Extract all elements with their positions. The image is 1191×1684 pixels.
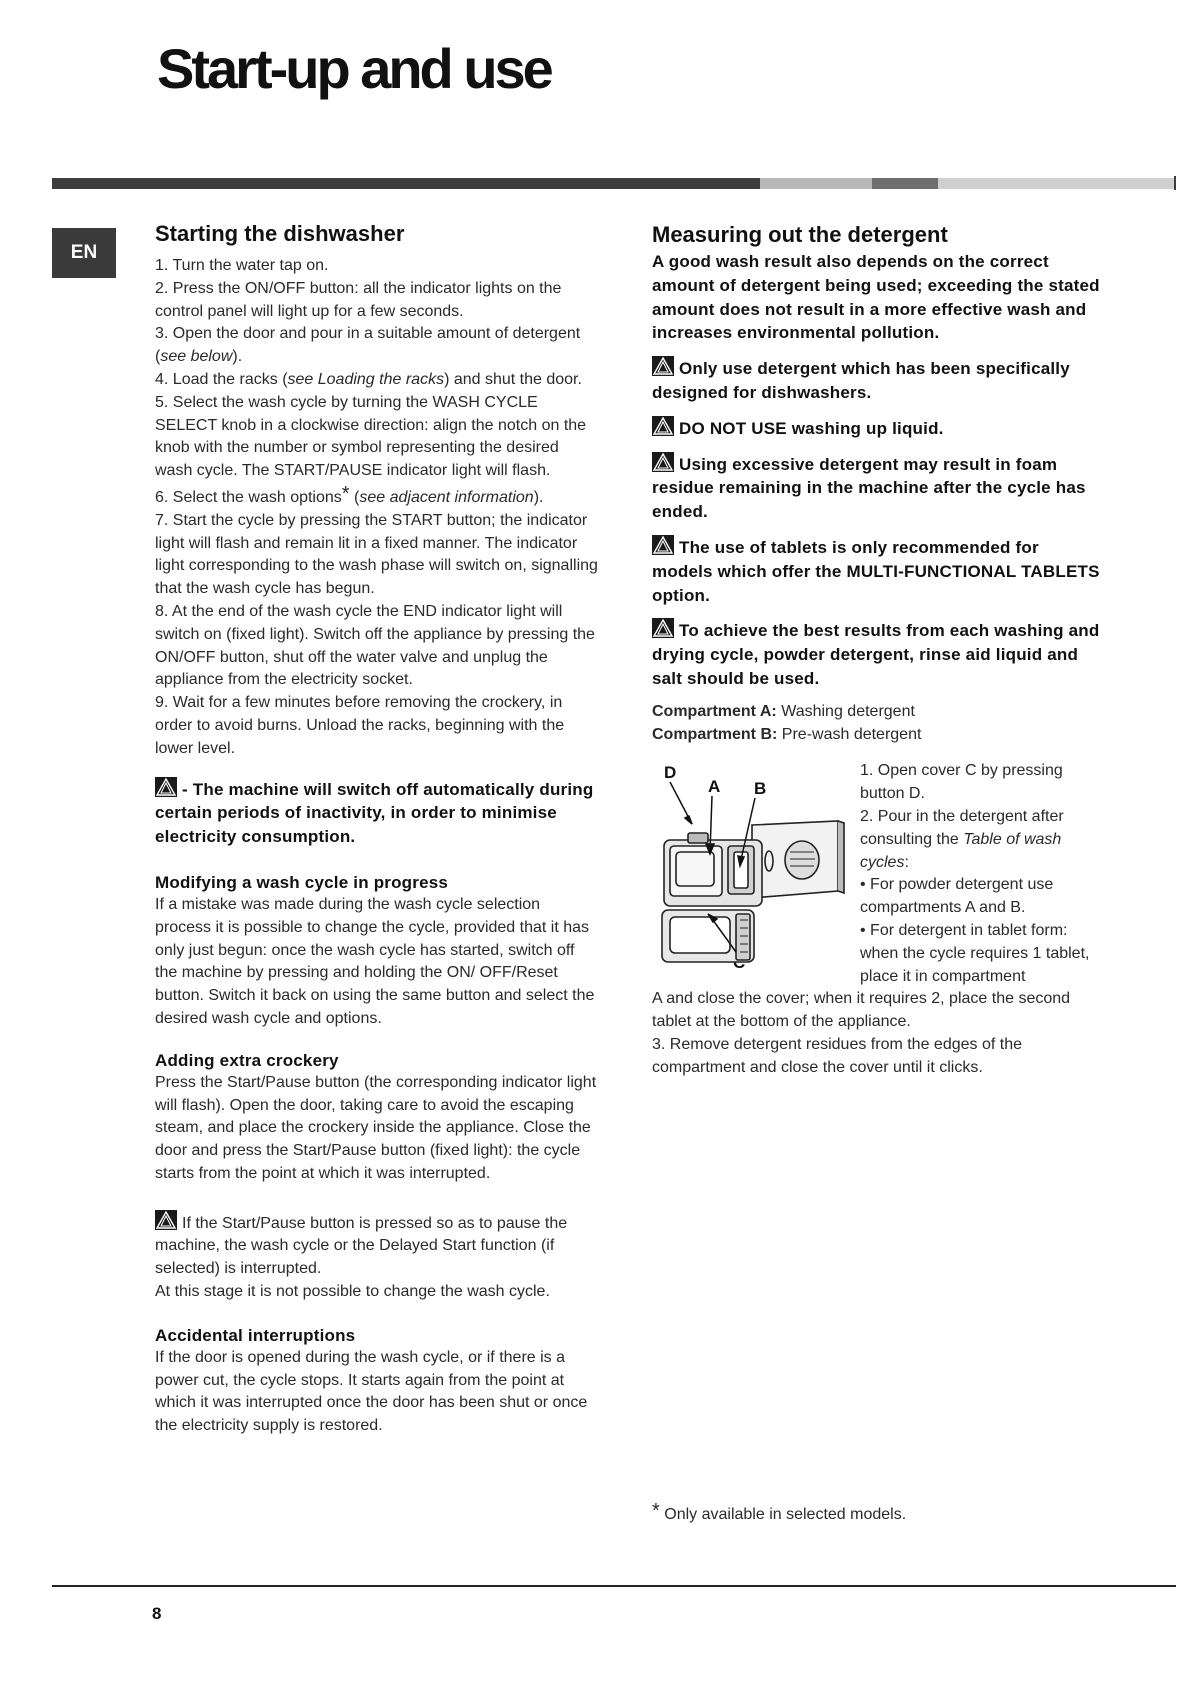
section-heading-starting: Starting the dishwasher xyxy=(155,221,405,246)
dispenser-instructions xyxy=(860,760,1096,988)
step-1: 1. Turn the water tap on. xyxy=(155,257,329,274)
section-heading-detergent: Measuring out the detergent xyxy=(652,222,948,247)
instruction-1: 1. Open cover C by pressing button D. xyxy=(860,762,1063,803)
subheading-extra-crockery: Adding extra crockery xyxy=(155,1050,339,1070)
warning-icon xyxy=(652,535,674,555)
dispenser-section xyxy=(652,760,1102,988)
accidental-body: If the door is opened during the wash cycle, or if there is a power cut, the cycle stops. It starts again from the point at which it was interrupted once the door has been shut or once the electricity supply is restored. xyxy=(155,1348,588,1435)
auto-off-warning: - The machine will switch off automatically during certain periods of inactivity, in order to minimise electricity consumption. xyxy=(155,777,600,849)
step-8: 8. At the end of the wash cycle the END indicator light will switch on (fixed light). Switch off the appliance by pressing the ON/OFF button, shut off the water valve and unplug the appliance from the electricity socket. xyxy=(155,602,595,689)
label-d: D xyxy=(664,763,677,783)
warning-icon xyxy=(652,356,674,376)
warning-icon xyxy=(652,618,674,638)
bullet-tablet: • For detergent in tablet form: when the cycle requires 1 tablet, place it in compartment xyxy=(860,921,1090,985)
step-6: 6. Select the wash options* (see adjacent information). xyxy=(155,482,544,506)
warning-icon xyxy=(155,1210,177,1230)
instruction-2: 2. Pour in the detergent after consulting the Table of wash cycles: xyxy=(860,807,1064,871)
extra-body: Press the Start/Pause button (the corresponding indicator light will flash). Open the door, taking care to avoid the escaping steam, and place the crockery inside the appliance. Close the door and press the Start/Pause button (fixed light): the cycle starts from the point at which it was interrupted. xyxy=(155,1073,597,1182)
step-2: 2. Press the ON/OFF button: all the indicator lights on the control panel will light up for a few seconds. xyxy=(155,279,562,320)
page-number: 8 xyxy=(152,1604,162,1623)
footnote: * Only available in selected models. xyxy=(652,1500,907,1523)
step-9: 9. Wait for a few minutes before removing the crockery, in order to avoid burns. Unload the racks, beginning with the lower level. xyxy=(155,694,565,757)
detergent-intro: A good wash result also depends on the correct amount of detergent being used; exceeding the stated amount does not result in a more effective wash and increases environmental pollution. xyxy=(652,252,1100,343)
bullet-tablet-continued: A and close the cover; when it requires 2, place the second tablet at the bottom of the appliance. xyxy=(652,990,1071,1031)
modify-body: If a mistake was made during the wash cycle selection process it is possible to change the cycle, provided that it has only just begun: once the wash cycle has started, switch off the machine by pressing and holding the ON/ OFF/Reset button. Switch it back on using the same button and select the desired wash cycle and options. xyxy=(155,895,595,1027)
compartment-b: Compartment B: Pre-wash detergent xyxy=(652,725,922,743)
pause-warning: If the Start/Pause button is pressed so as to pause the machine, the wash cycle or the Delayed Start function (if selected) is interrupted. xyxy=(155,1210,600,1281)
label-b: B xyxy=(754,779,767,799)
header-bar-dark xyxy=(52,178,760,189)
language-badge: EN xyxy=(52,228,116,278)
warning-icon xyxy=(652,416,674,436)
header-bar-light xyxy=(760,178,872,189)
warning-icon xyxy=(652,452,674,472)
step-3: 3. Open the door and pour in a suitable amount of detergent (see below). xyxy=(155,325,581,366)
warning-3: Using excessive detergent may result in foam residue remaining in the machine after the cycle has ended. xyxy=(652,452,1102,524)
detergent-dispenser-diagram xyxy=(652,760,860,974)
bullet-powder: • For powder detergent use compartments A and B. xyxy=(860,876,1054,917)
page-title: Start-up and use xyxy=(157,37,551,100)
label-a: A xyxy=(708,777,721,797)
warning-5: To achieve the best results from each washing and drying cycle, powder detergent, rinse aid liquid and salt should be used. xyxy=(652,618,1102,690)
pause-note: At this stage it is not possible to change the wash cycle. xyxy=(155,1283,550,1301)
subheading-modifying: Modifying a wash cycle in progress xyxy=(155,872,449,892)
compartment-a: Compartment A: Washing detergent xyxy=(652,702,915,720)
instruction-3: 3. Remove detergent residues from the edges of the compartment and close the cover until it clicks. xyxy=(652,1035,1022,1076)
subheading-accidental: Accidental interruptions xyxy=(155,1325,356,1345)
header-bar-end xyxy=(1174,176,1176,190)
warning-2: DO NOT USE washing up liquid. xyxy=(652,416,1102,441)
header-bar-mid xyxy=(872,178,938,189)
step-7: 7. Start the cycle by pressing the START button; the indicator light will flash and remain lit in a fixed manner. The indicator light corresponding to the wash phase will switch on, signalling that the wash cycle has begun. xyxy=(155,511,598,598)
left-column xyxy=(155,220,600,1438)
warning-4: The use of tablets is only recommended for models which offer the MULTI-FUNCTIONAL TABLETS option. xyxy=(652,535,1102,607)
right-column xyxy=(652,221,1102,1080)
step-5: 5. Select the wash cycle by turning the WASH CYCLE SELECT knob in a clockwise direction: align the notch on the knob with the number or symbol representing the desired wash cycle. The START/PAUSE indicator light will flash. xyxy=(155,393,587,480)
footer-rule xyxy=(52,1585,1176,1587)
warning-icon xyxy=(155,777,177,797)
warning-1: Only use detergent which has been specifically designed for dishwashers. xyxy=(652,356,1102,405)
header-bar-pale xyxy=(938,178,1174,189)
step-4: 4. Load the racks (see Loading the racks) and shut the door. xyxy=(155,370,582,388)
